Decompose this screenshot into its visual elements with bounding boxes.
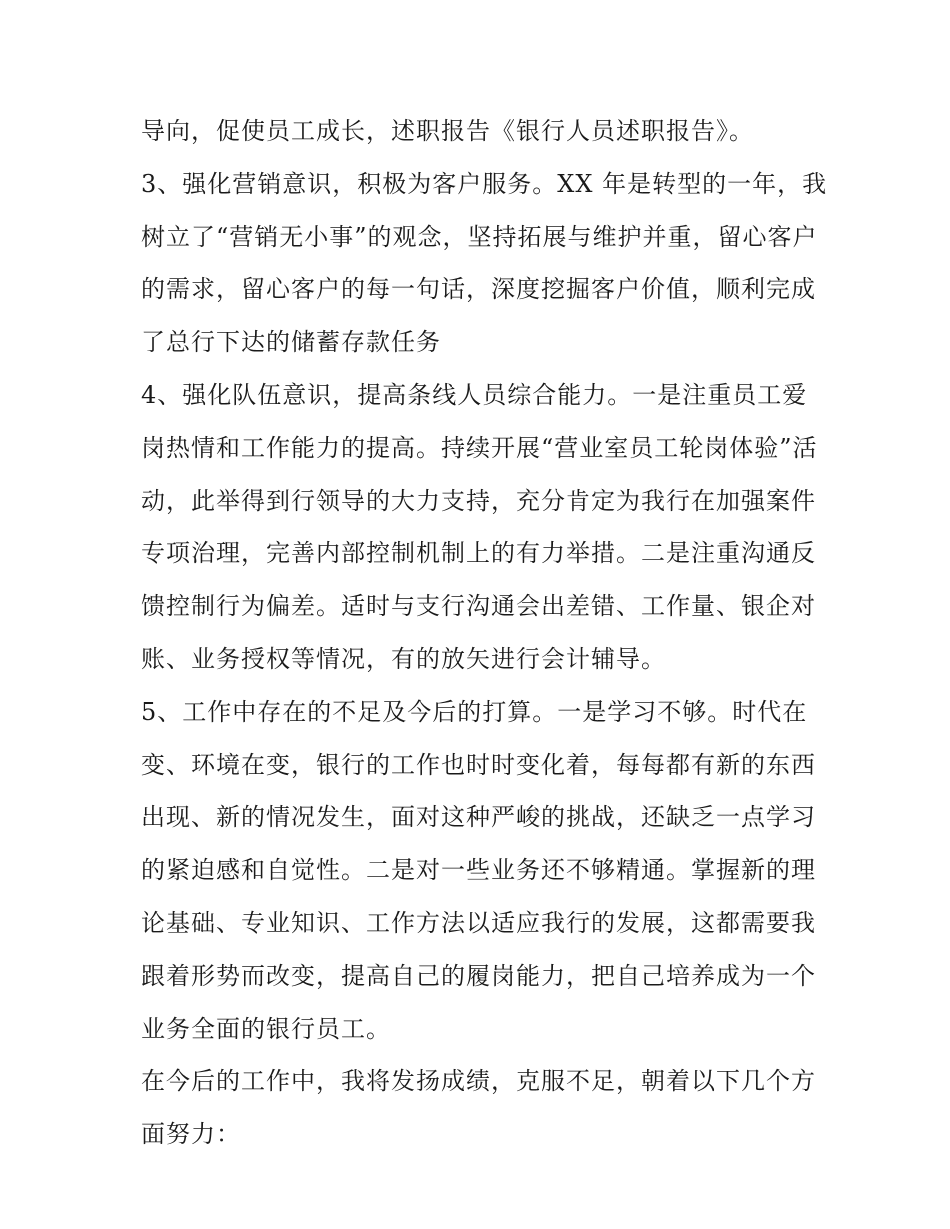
text-line: 账、业务授权等情况，有的放矢进行会计辅导。: [141, 644, 666, 673]
text-line: 变、环境在变，银行的工作也时时变化着，每每都有新的东西: [141, 750, 816, 779]
paragraph-item-4: [141, 369, 821, 686]
text-line: 岗热情和工作能力的提高。持续开展“营业室员工轮岗体验”活: [141, 433, 818, 462]
text-line: 的需求，留心客户的每一句话，深度挖掘客户价值，顺利完成: [141, 275, 816, 304]
text-line: 动，此举得到行领导的大力支持，充分肯定为我行在加强案件: [141, 486, 816, 515]
text-line: 导向，促使员工成长，述职报告《银行人员述职报告》。: [141, 117, 754, 145]
paragraph-intro-continuation: [141, 105, 821, 158]
text-line: 专项治理，完善内部控制机制上的有力举措。二是注重沟通反: [141, 539, 816, 568]
text-line: 树立了“营销无小事”的观念，坚持拓展与维护并重，留心客户: [141, 222, 818, 251]
paragraph-item-3: [141, 158, 828, 369]
text-line: 馈控制行为偏差。适时与支行沟通会出差错、工作量、银企对: [141, 592, 816, 621]
paragraph-future-plans: [141, 1055, 821, 1161]
paragraph-item-5: [141, 686, 821, 1056]
text-line: 了总行下达的储蓄存款任务: [141, 328, 441, 357]
document-body: [141, 105, 828, 1161]
text-line: 面努力：: [141, 1120, 241, 1149]
text-line: 论基础、专业知识、工作方法以适应我行的发展，这都需要我: [141, 908, 816, 937]
text-line: 3、强化营销意识，积极为客户服务。XX 年是转型的一年，我: [141, 169, 828, 198]
text-line: 的紧迫感和自觉性。二是对一些业务还不够精通。掌握新的理: [141, 856, 816, 885]
text-line: 业务全面的银行员工。: [141, 1014, 391, 1043]
text-line: 出现、新的情况发生，面对这种严峻的挑战，还缺乏一点学习: [141, 803, 816, 832]
text-line: 4、强化队伍意识，提高条线人员综合能力。一是注重员工爱: [141, 380, 808, 409]
text-line: 在今后的工作中，我将发扬成绩，克服不足，朝着以下几个方: [141, 1067, 816, 1096]
text-line: 5、工作中存在的不足及今后的打算。一是学习不够。时代在: [141, 697, 808, 726]
text-line: 跟着形势而改变，提高自己的履岗能力，把自己培养成为一个: [141, 961, 816, 990]
